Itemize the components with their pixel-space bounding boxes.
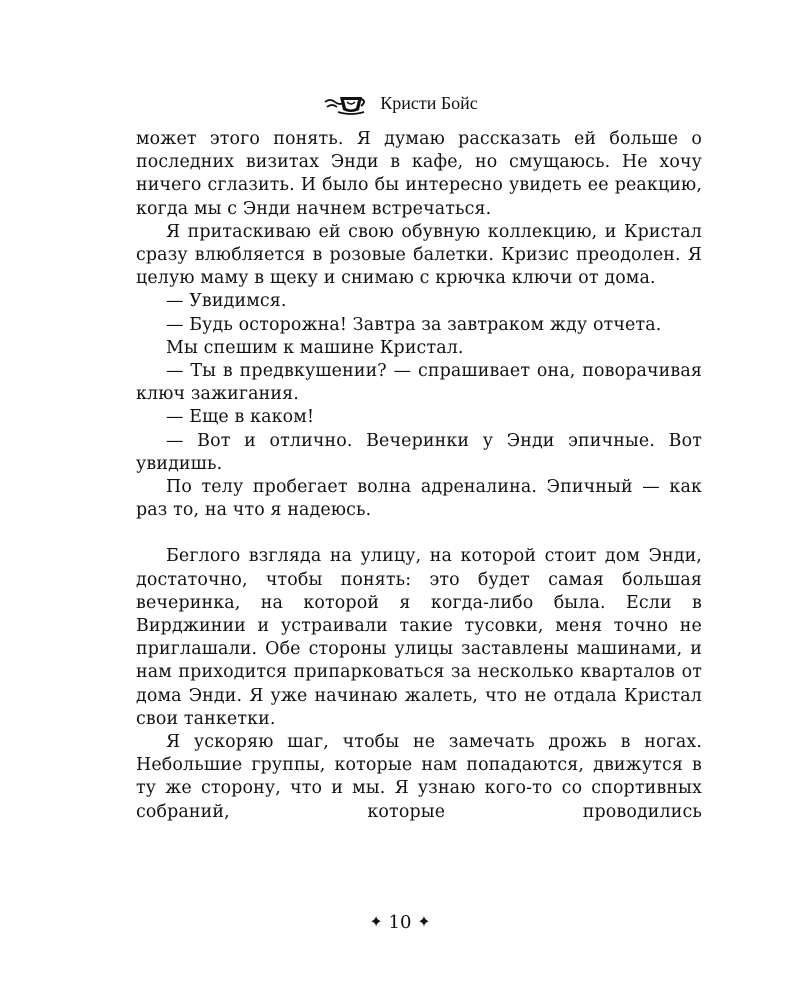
paragraph: Я притаскиваю ей свою обувную коллекцию, и Кристал сразу влюбляется в розовые балетки. Кризис преодолен. Я целую маму в щеку и снимаю с крючка ключи от дома.: [136, 221, 702, 289]
paragraph: Беглого взгляда на улицу, на которой стоит дом Энди, достаточно, чтобы понять: это будет самая большая вечеринка, на которой я когда-либо была. Если в Вирджинии и устраивали такие тусовки, меня точно не приглашали. Обе стороны улицы заставлены машинами, и нам приходится припарковаться за несколько кварталов от дома Энди. Я уже начинаю жалеть, что не отдала Кристал свои танкетки.: [136, 546, 702, 729]
paragraph: По телу пробегает волна адреналина. Эпичный — как раз то, на что я надеюсь.: [136, 477, 702, 521]
paragraph: — Будь осторожна! Завтра за завтраком жду отчета.: [166, 314, 662, 335]
paragraph: — Увидимся.: [166, 291, 287, 312]
paragraph: Я ускоряю шаг, чтобы не замечать дрожь в ногах. Небольшие группы, которые нам попадаются, движутся в ту же сторону, что и мы. Я узнаю кого-то со спортивных собраний, которые проводились: [136, 732, 702, 822]
paragraph: — Еще в каком!: [166, 407, 315, 428]
paragraph: — Вот и отлично. Вечеринки у Энди эпичные. Вот увидишь.: [136, 430, 702, 474]
star-ornament-icon: ✦: [417, 912, 431, 931]
page-footer: [0, 912, 800, 933]
page-number: 10: [388, 912, 412, 933]
paragraph: может этого понять. Я думаю рассказать ей больше о последних визитах Энди в кафе, но смущаюсь. Не хочу ничего сглазить. И было бы интересно увидеть ее реакцию, когда мы с Энди начнем встречаться.: [136, 129, 702, 219]
teacup-icon: [322, 90, 368, 116]
running-header: [0, 88, 800, 118]
author-name: Кристи Бойс: [380, 92, 478, 113]
paragraph: Мы спешим к машине Кристал.: [166, 337, 464, 358]
star-ornament-icon: ✦: [369, 912, 383, 931]
paragraph: — Ты в предвкушении? — спрашивает она, поворачивая ключ зажигания.: [136, 361, 702, 405]
page-body: [136, 128, 702, 824]
